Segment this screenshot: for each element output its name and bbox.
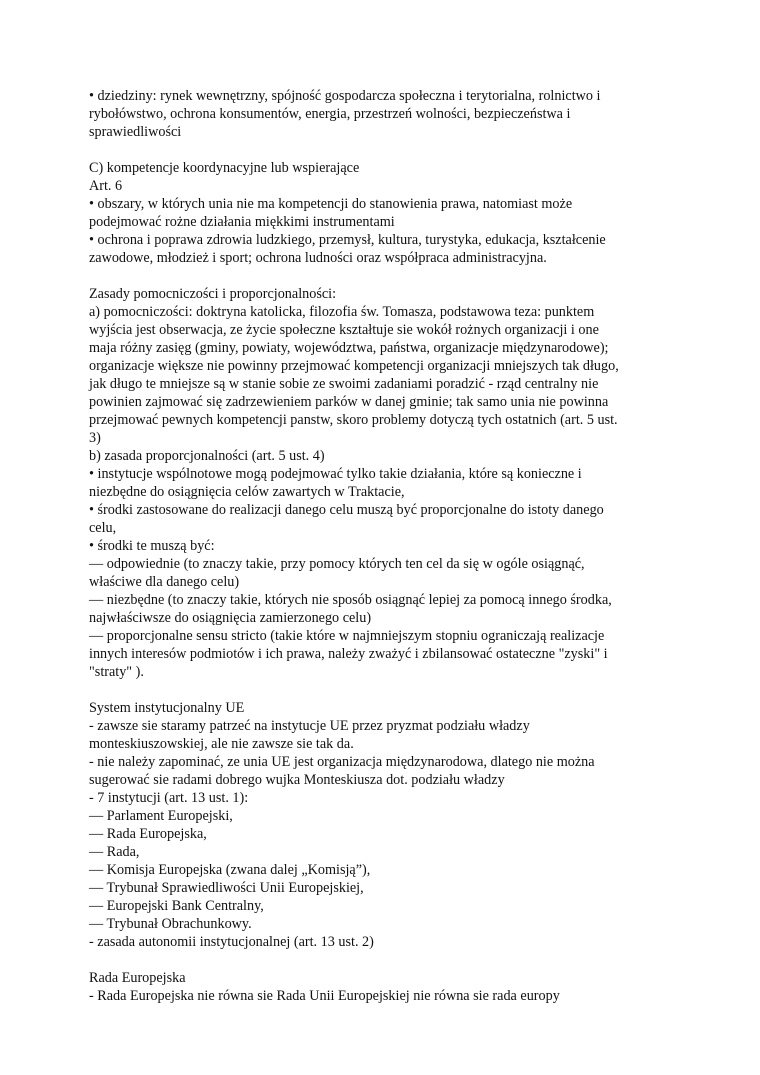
paragraph-gap: [89, 951, 689, 969]
paragraph-gap: [89, 267, 689, 285]
paragraph-system-instytucjonalny: System instytucjonalny UE - zawsze sie staramy patrzeć na instytucje UE przez pryzmat podziału władzy monteskiuszowskiej, ale nie zawsze sie tak da. - nie należy zapominać, ze unia UE jest organizacja międzynarodowa, dlatego nie można sugerować sie radami dobrego wujka Monteskiusza dot. podziału władzy - 7 instytucji (art. 13 ust. 1): — Parlament Europejski, — Rada Europejska, — Rada, — Komisja Europejska (zwana dalej „Komisją”), — Trybunał Sprawiedliwości Unii Europejskiej, — Europejski Bank Centralny, — Trybunał Obrachunkowy. - zasada autonomii instytucjonalnej (art. 13 ust. 2): [89, 700, 595, 950]
paragraph-rada-europejska: Rada Europejska - Rada Europejska nie równa sie Rada Unii Europejskiej nie równa sie rada europy: [89, 970, 560, 1004]
paragraph-gap: [89, 681, 689, 699]
paragraph-dziedziny: • dziedziny: rynek wewnętrzny, spójność gospodarcza społeczna i terytorialna, rolnictwo i rybołówstwo, ochrona konsumentów, energia, przestrzeń wolności, bezpieczeństwa i sprawiedliwości: [89, 88, 601, 140]
paragraph-gap: [89, 141, 689, 159]
document-page: [89, 87, 689, 1005]
paragraph-zasady: Zasady pomocniczości i proporcjonalności: a) pomocniczości: doktryna katolicka, filozofia św. Tomasza, podstawowa teza: punktem wyjścia jest obserwacja, ze życie społeczne kształtuje sie wokół rożnych organizacji i one maja różny zasięg (gminy, powiaty, województwa, państwa, organizacje międzynarodowe); organizacje większe nie powinny przejmować kompetencji organizacji mniejszych tak długo, jak długo te mniejsze są w stanie sobie ze swoimi zadaniami poradzić - rząd centralny nie powinien zajmować się zadrzewieniem parków w danej gminie; tak samo unia nie powinna przejmować pewnych kompetencji panstw, skoro problemy dotyczą tych ostatnich (art. 5 ust. 3) b) zasada proporcjonalności (art. 5 ust. 4) • instytucje wspólnotowe mogą podejmować tylko takie działania, które są konieczne i niezbędne do osiągnięcia celów zawartych w Traktacie, • środki zastosowane do realizacji danego celu muszą być proporcjonalne do istoty danego celu, • środki te muszą być: — odpowiednie (to znaczy takie, przy pomocy których ten cel da się w ogóle osiągnąć, właściwe dla danego celu) — niezbędne (to znaczy takie, których nie sposób osiągnąć lepiej za pomocą innego środka, najwłaściwsze do osiągnięcia zamierzonego celu) — proporcjonalne sensu stricto (takie które w najmniejszym stopniu ograniczają realizacje innych interesów podmiotów i ich prawa, należy zważyć i zbilansować ostateczne "zyski" i "straty" ).: [89, 286, 619, 680]
paragraph-kompetencje-koordynacyjne: C) kompetencje koordynacyjne lub wspierające Art. 6 • obszary, w których unia nie ma kompetencji do stanowienia prawa, natomiast może podejmować rożne działania miękkimi instrumentami • ochrona i poprawa zdrowia ludzkiego, przemysł, kultura, turystyka, edukacja, kształcenie zawodowe, młodzież i sport; ochrona ludności oraz współpraca administracyjna.: [89, 160, 606, 266]
